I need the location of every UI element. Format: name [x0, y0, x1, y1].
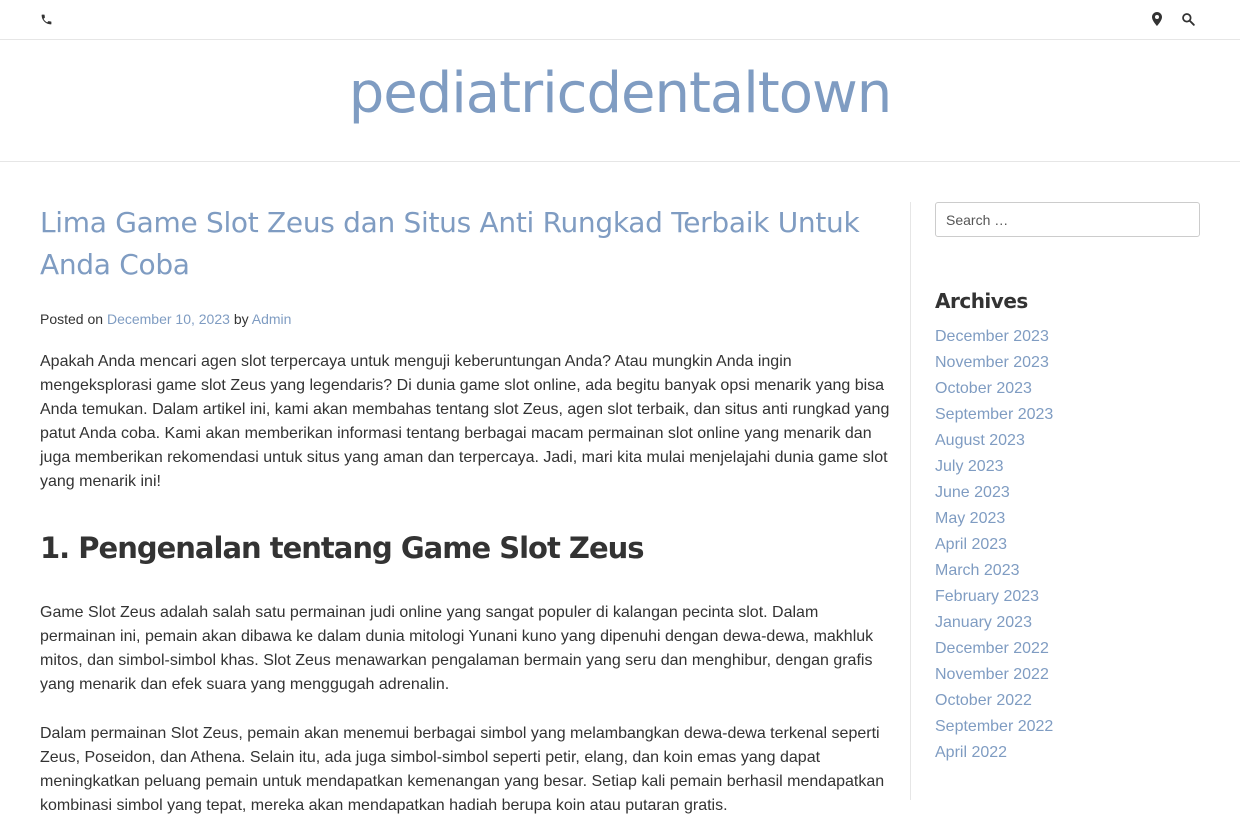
- archive-link[interactable]: November 2022: [935, 666, 1049, 683]
- archives-title: Archives: [935, 289, 1028, 313]
- archive-item: [935, 506, 1200, 532]
- site-header: [0, 40, 1240, 162]
- archive-item: [935, 324, 1200, 350]
- archive-link[interactable]: February 2023: [935, 588, 1040, 605]
- archive-item: [935, 376, 1200, 402]
- site-title-link[interactable]: pediatricdentaltown: [348, 61, 892, 126]
- archive-item: [935, 428, 1200, 454]
- sidebar: [935, 202, 1200, 766]
- archive-link[interactable]: May 2023: [935, 510, 1006, 527]
- archive-item: [935, 636, 1200, 662]
- archive-link[interactable]: December 2023: [935, 328, 1049, 345]
- post-paragraph: Dalam permainan Slot Zeus, pemain akan menemui berbagai simbol yang melambangkan dewa-dewa terkenal seperti Zeus, Poseidon, dan Athena. Selain itu, ada juga simbol-simbol seperti petir, elang, dan koin emas yang dapat meningkatkan peluang pemain untuk mendapatkan kemenangan yang besar. Setiap kali pemain berhasil mendapatkan kombinasi simbol yang tepat, mereka akan mendapatkan hadiah berupa koin atau putaran gratis.: [40, 725, 885, 814]
- phone-icon[interactable]: [38, 11, 54, 27]
- archive-item: [935, 532, 1200, 558]
- archive-item: [935, 480, 1200, 506]
- by-label: by: [233, 311, 249, 327]
- posted-on-label: Posted on: [40, 311, 104, 327]
- archive-item: [935, 584, 1200, 610]
- archive-link[interactable]: July 2023: [935, 458, 1004, 475]
- archive-item: [935, 454, 1200, 480]
- post-meta: [40, 310, 890, 328]
- archive-link[interactable]: December 2022: [935, 640, 1049, 657]
- archive-link[interactable]: January 2023: [935, 614, 1032, 631]
- post-paragraph: Game Slot Zeus adalah salah satu permainan judi online yang sangat populer di kalangan pecinta slot. Dalam permainan ini, pemain akan dibawa ke dalam dunia mitologi Yunani kuno yang dipenuhi dengan dewa-dewa, makhluk mitos, dan simbol-simbol khas. Slot Zeus menawarkan pengalaman bermain yang seru dan menghibur, dengan grafis yang menarik dan efek suara yang menggugah adrenalin.: [40, 604, 874, 693]
- search-icon[interactable]: [1180, 11, 1196, 27]
- archive-item: [935, 402, 1200, 428]
- archive-link[interactable]: September 2023: [935, 406, 1054, 423]
- archive-item: [935, 662, 1200, 688]
- archive-item: [935, 740, 1200, 766]
- archives-list: [935, 324, 1200, 766]
- search-input[interactable]: [935, 202, 1200, 237]
- archive-link[interactable]: June 2023: [935, 484, 1010, 501]
- archive-link[interactable]: April 2022: [935, 744, 1008, 761]
- post-intro-paragraph: Apakah Anda mencari agen slot terpercaya untuk menguji keberuntungan Anda? Atau mungkin Anda ingin mengeksplorasi game slot Zeus yang legendaris? Di dunia game slot online, ada begitu banyak opsi menarik yang bisa Anda temukan. Dalam artikel ini, kami akan membahas tentang slot Zeus, agen slot terbaik, dan situs anti rungkad yang patut Anda coba. Kami akan memberikan informasi tentang berbagai macam permainan slot online yang menarik dan juga memberikan rekomendasi untuk situs yang aman dan terpercaya. Jadi, mari kita mulai menjelajahi dunia game slot yang menarik ini!: [40, 353, 890, 490]
- archive-item: [935, 714, 1200, 740]
- top-bar: [0, 0, 1240, 40]
- archive-link[interactable]: April 2023: [935, 536, 1008, 553]
- archive-link[interactable]: August 2023: [935, 432, 1025, 449]
- archive-link[interactable]: September 2022: [935, 718, 1054, 735]
- post-author-link[interactable]: Admin: [251, 311, 292, 327]
- map-marker-icon[interactable]: [1149, 11, 1165, 27]
- post-date-link[interactable]: December 10, 2023: [106, 311, 230, 327]
- archive-link[interactable]: October 2022: [935, 692, 1032, 709]
- archive-item: [935, 558, 1200, 584]
- sidebar-divider: [910, 202, 911, 800]
- archive-link[interactable]: November 2023: [935, 354, 1049, 371]
- post-title[interactable]: Lima Game Slot Zeus dan Situs Anti Rungkad Terbaik Untuk Anda Coba: [40, 206, 860, 281]
- archive-link[interactable]: March 2023: [935, 562, 1020, 579]
- section-heading: 1. Pengenalan tentang Game Slot Zeus: [40, 531, 644, 565]
- archive-link[interactable]: October 2023: [935, 380, 1032, 397]
- archive-item: [935, 610, 1200, 636]
- post-content: [40, 202, 890, 818]
- archive-item: [935, 688, 1200, 714]
- archive-item: [935, 350, 1200, 376]
